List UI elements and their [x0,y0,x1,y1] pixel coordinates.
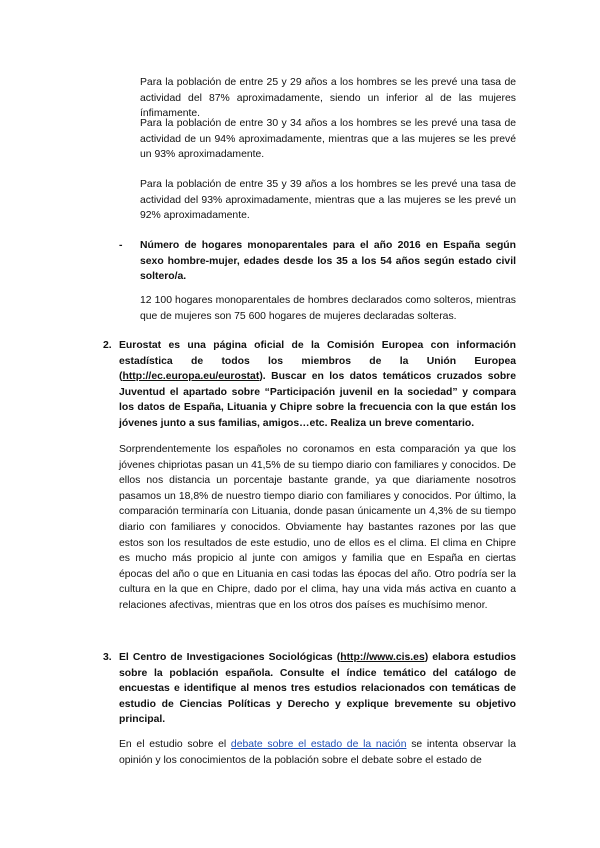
eurostat-answer: Sorprendentemente los españoles no coronamos en esta comparación ya que los jóvenes chipriotas pasan un 41,5% de su tiempo diario con familiares y conocidos. De ellos nos distancia un porcentaje bastante grande, ya que diariamente nosotros pasamos un 18,8% de nuestro tiempo diario con familiares y conocidos. Por último, la comparación terminaría con Lituania, donde pasan únicamente un 4,3% de su tiempo diario con familiares y conocidos. Obviamente hay bastantes razones por las que estos son los resultados de este estudio, uno de ellos es el clima. El clima en Chipre es mucho más propicio al junte con amigos y familia que en España en ciertas épocas del año o que en Lituania en casi todas las épocas del año. Otro podría ser la cultura en la que en Chipre, dado por el clima, hay una vida más activa en cuanto a relaciones afectivas, mientras que en los otros dos países es muchísimo menor. [119,444,516,611]
item-2-number: 2. [103,340,112,351]
eurostat-link[interactable]: http://ec.europa.eu/eurostat [122,371,260,383]
single-parent-households-answer: 12 100 hogares monoparentales de hombres declarados como solteros, mientras que de mujeres son 75 600 hogares de mujeres declaradas solteras. [140,295,516,322]
population-25-29-paragraph: Para la población de entre 25 y 29 años a los hombres se les prevé una tasa de actividad del 87% aproximadamente, siendo un inferior al de las mujeres ínfimamente. [140,77,516,120]
bullet-marker: - [119,240,123,251]
item-3-number: 3. [103,652,112,663]
cis-answer: En el estudio sobre el debate sobre el estado de la nación se intenta observar la opinión y los conocimientos de la población sobre el debate sobre el estado de [119,739,516,766]
state-of-nation-debate-link[interactable]: debate sobre el estado de la nación [230,739,407,750]
population-30-34-paragraph: Para la población de entre 30 y 34 años a los hombres se les prevé una tasa de actividad de un 94% aproximadamente, mientras que a las mujeres se les prevé un 93% aproximadamente. [140,118,516,161]
cis-question: El Centro de Investigaciones Sociológicas (http://www.cis.es) elabora estudios sobre la población española. Consulte el índice temático del catálogo de encuestas e identifique al menos tres estudios relacionados con temáticas de estudio de Ciencias Políticas y Derecho y explique brevemente su objetivo principal. [119,652,516,726]
eurostat-question: Eurostat es una página oficial de la Comisión Europea con información estadística de todos los miembros de la Unión Europea (http://ec.europa.eu/eurostat). Buscar en los datos temáticos cruzados sobre Juventud el apartado sobre “Participación juvenil en la sociedad” y compara los datos de España, Lituania y Chipre sobre la frecuencia con la que están los jóvenes junto a sus familias, amigos…etc. Realiza un breve comentario. [119,340,516,429]
cis-link[interactable]: http://www.cis.es [340,652,425,663]
population-35-39-paragraph: Para la población de entre 35 y 39 años a los hombres se les prevé una tasa de actividad del 93% aproximadamente, mientras que a las mujeres se les prevé un 92% aproximadamente. [140,179,516,222]
single-parent-households-question: Número de hogares monoparentales para el año 2016 en España según sexo hombre-mujer, edades desde los 35 a los 54 años según estado civil soltero/a. [140,240,516,283]
